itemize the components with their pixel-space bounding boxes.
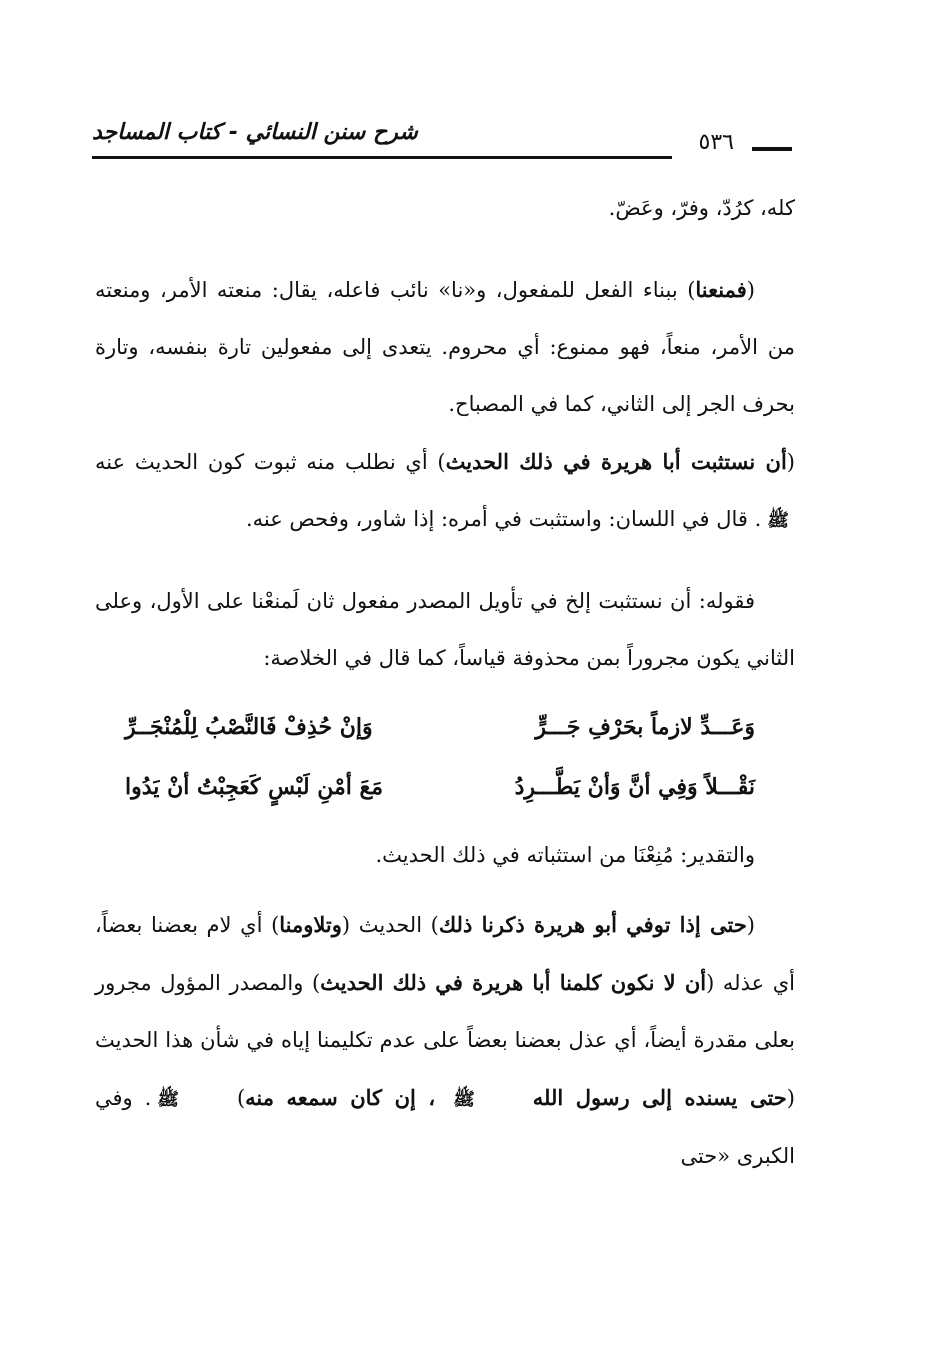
quoted-term: حتى إذا توفي أبو هريرة ذكرنا ذلك — [438, 912, 747, 937]
paren: ( — [746, 278, 755, 302]
poem-line — [95, 757, 795, 817]
paren: ( — [746, 913, 755, 937]
quoted-term: وتلاومنا — [279, 912, 342, 937]
quoted-term: أن نستثبت أبا هريرة في ذلك الحديث — [445, 449, 787, 474]
paragraph-5: والتقدير: مُنِعْنَا من استثباته في ذلك الحديث. — [375, 843, 755, 867]
paragraph-1: كله، كرُدّ، وفرّ، وعَضّ. — [608, 196, 795, 220]
poem-hemistich-left: وَإنْ حُذِفْ فَالنَّصْبُ لِلْمُنْجَــرِّ — [125, 714, 373, 740]
paragraph-text: ) والمصدر المؤول مجرور بعلى مقدرة أيضاً، أي عذل بعضنا بعضاً على عدم تكليمنا إياه في شأن هذا الحديث ( — [95, 971, 795, 1110]
paragraph-text: ) الحديث ( — [341, 913, 439, 937]
quoted-term: أن لا نكون كلمنا أبا هريرة في ذلك الحديث — [320, 970, 707, 995]
salutation-glyph: ﷺ — [453, 1089, 475, 1110]
paragraph-text: . وفي الكبرى «حتى — [95, 1086, 795, 1168]
poem — [95, 697, 795, 817]
paragraph-6 — [95, 896, 795, 1185]
paragraph-text: ) أي نطلب منه ثبوت كون الحديث عنه — [95, 450, 446, 474]
quoted-term: فمنعنا — [695, 277, 747, 302]
paragraph-text: ) — [236, 1086, 246, 1110]
page-header — [92, 112, 792, 162]
paragraph-4: فقوله: أن نستثبت إلخ في تأويل المصدر مفعول ثان لَمنعْنا على الأول، وعلى الثاني يكون مجروراً بمن محذوفة قياساً، كما قال في الخلاصة: — [95, 589, 795, 670]
poem-line — [95, 697, 795, 757]
paragraph-text: ) أي لام بعضنا بعضاً، أي عذله ( — [95, 913, 795, 995]
page-number-dash — [752, 147, 792, 151]
paragraph-3 — [95, 433, 795, 549]
poem-hemistich-left: مَعَ أمْنِ لَبْسٍ كَعَجِبْتُ أنْ يَدُوا — [125, 774, 384, 800]
page-body — [95, 180, 795, 1185]
paragraph-text: ) ببناء الفعل للمفعول، و«نا» نائب فاعله، يقال: منعته الأمر، ومنعته من الأمر، منعاً، فهو ممنوع: أي محروم. يتعدى إلى مفعولين تارة بنفسه، وتارة بحرف الجر إلى الثاني، كما في المصباح. — [95, 278, 795, 416]
salutation-glyph: ﷺ — [767, 510, 789, 531]
page-number: ٥٣٦ — [698, 130, 734, 155]
poem-hemistich-right: وَعَـــدِّ لازماً بحَرْفِ جَـــرٍّ — [535, 714, 755, 740]
running-title: شرح سنن النسائي - كتاب المساجد — [92, 120, 418, 145]
header-rule — [92, 156, 672, 159]
quoted-term: ، إن كان سمعه منه — [245, 1085, 436, 1110]
paragraph-text: . قال في اللسان: واستثبت في أمره: إذا شاور، وفحص عنه. — [245, 507, 762, 531]
salutation-glyph: ﷺ — [157, 1089, 180, 1110]
poem-hemistich-right: نَقْـــلاً وَفِي أنَّ وَأنْ يَطَّـــرِدُ — [514, 774, 755, 800]
quoted-term: حتى يسنده إلى رسول الله — [532, 1085, 787, 1110]
paren: ( — [786, 450, 795, 474]
paragraph-2 — [95, 261, 795, 433]
